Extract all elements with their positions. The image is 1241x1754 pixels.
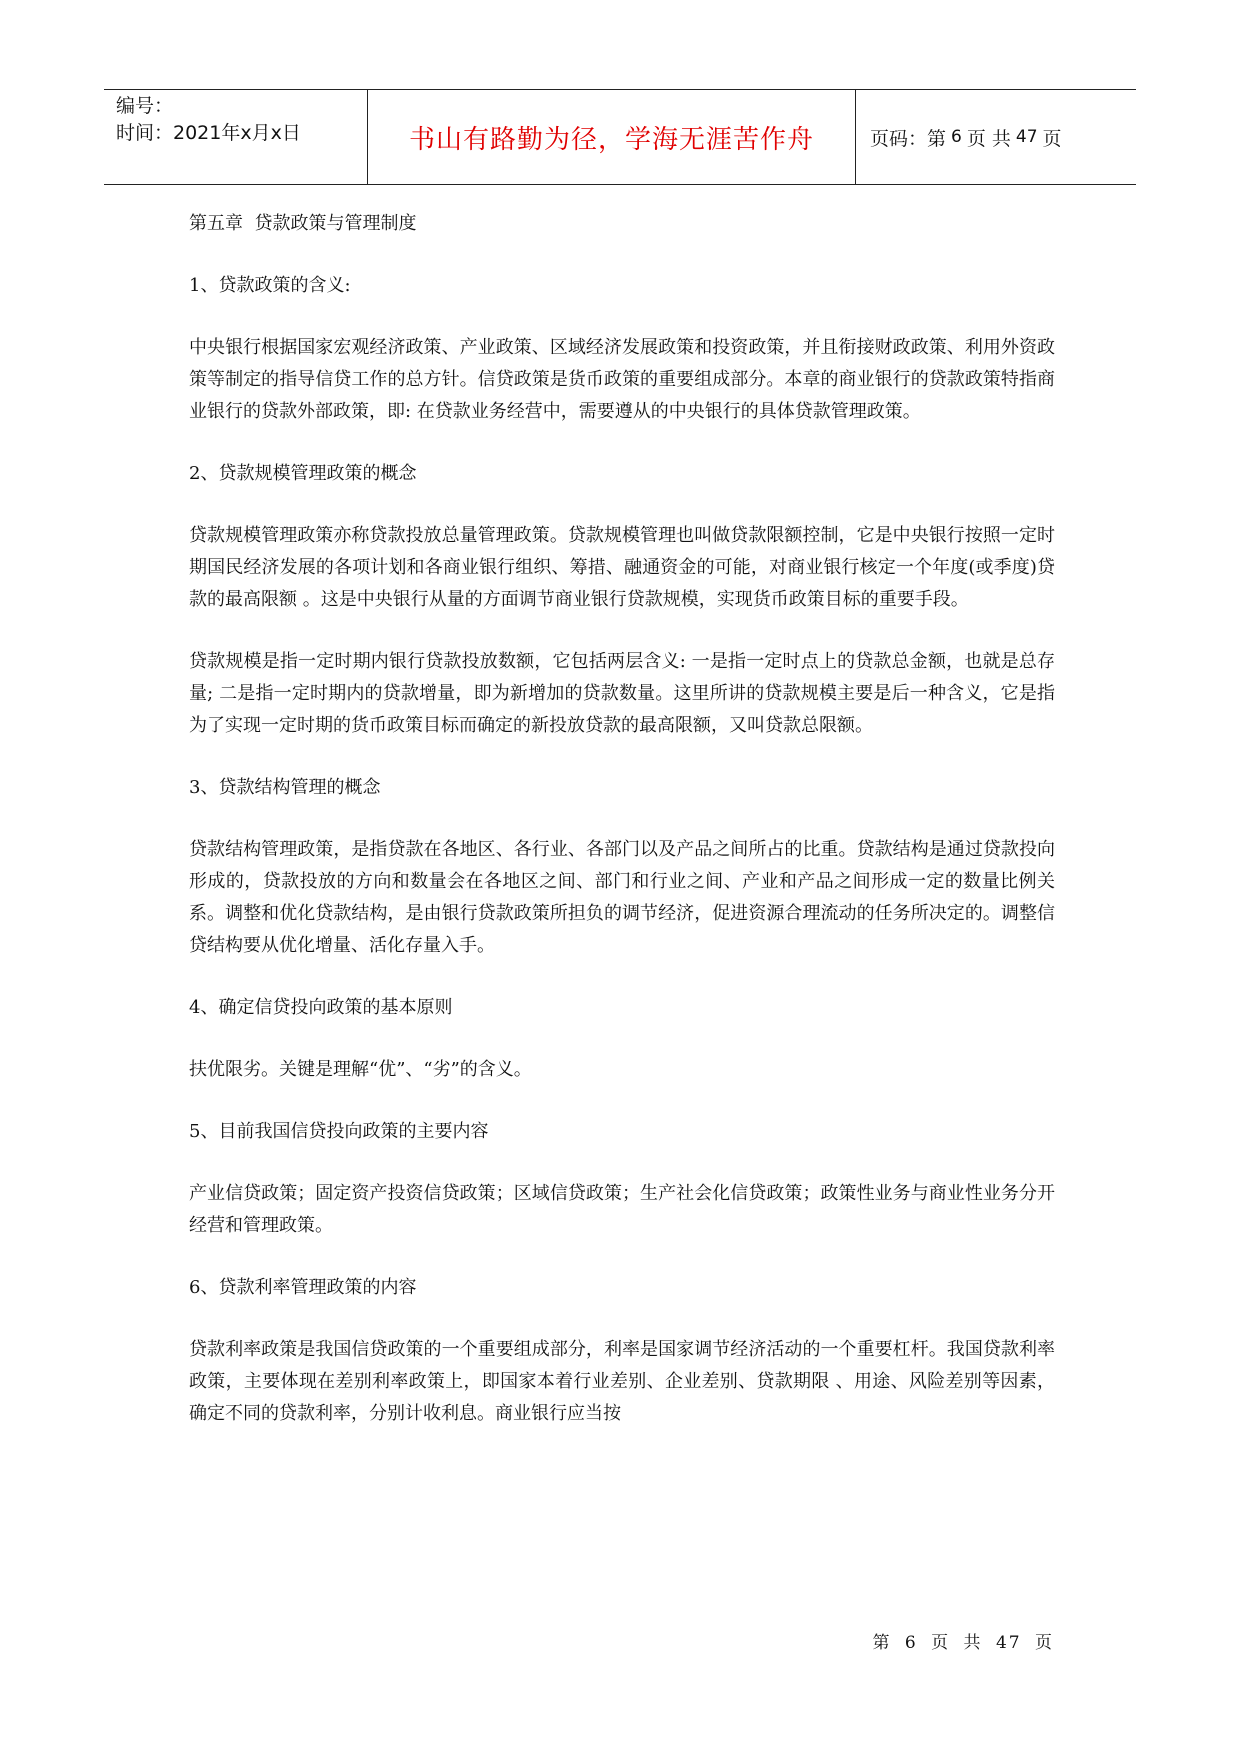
page-middle: 页 共	[966, 127, 1011, 150]
section-6-title: 6、贷款利率管理政策的内容	[189, 1277, 417, 1298]
header-meta	[104, 90, 368, 184]
page-suffix: 页	[1042, 127, 1062, 150]
page-footer: 第 6 页 共 47 页	[872, 1633, 1054, 1653]
section-2-paragraph-1: 贷款规模管理政策亦称贷款投放总量管理政策。贷款规模管理也叫做贷款限额控制，它是中央银行按照一定时期国民经济发展的各项计划和各商业银行组织、筹措、融通资金的可能，对商业银行核定一个年度(或季度)贷款的最高限额 。这是中央银行从量的方面调节商业银行贷款规模，实现货币政策目标的重要手段。	[189, 525, 1055, 610]
page-prefix: 页码：第	[870, 127, 947, 150]
section-5-title: 5、目前我国信贷投向政策的主要内容	[189, 1121, 489, 1142]
header-page-number	[856, 90, 1136, 184]
section-4-title: 4、确定信贷投向政策的基本原则	[189, 997, 453, 1018]
page-current: 6	[951, 127, 962, 147]
document-number-label: 编号：	[116, 95, 174, 117]
section-5-paragraph: 产业信贷政策；固定资产投资信贷政策；区域信贷政策；生产社会化信贷政策；政策性业务与商业性业务分开经营和管理政策。	[189, 1183, 1055, 1236]
section-4-paragraph: 扶优限劣。关键是理解“优”、“劣”的含义。	[189, 1059, 532, 1080]
document-header	[104, 89, 1136, 185]
section-3-title: 3、贷款结构管理的概念	[189, 777, 381, 798]
page-total: 47	[1015, 127, 1038, 147]
section-1-title: 1、贷款政策的含义:	[189, 275, 351, 296]
document-body	[189, 208, 1055, 1460]
document-time: 时间：2021年x月x日	[116, 122, 301, 144]
section-6-paragraph: 贷款利率政策是我国信贷政策的一个重要组成部分，利率是国家调节经济活动的一个重要杠杆。我国贷款利率政策，主要体现在差别利率政策上，即国家本着行业差别、企业差别、贷款期限 、用途、风险差别等因素，确定不同的贷款利率，分别计收利息。商业银行应当按	[189, 1339, 1055, 1424]
chapter-title: 第五章 贷款政策与管理制度	[189, 213, 417, 234]
section-1-paragraph: 中央银行根据国家宏观经济政策、产业政策、区域经济发展政策和投资政策，并且衔接财政政策、利用外资政策等制定的指导信贷工作的总方针。信贷政策是货币政策的重要组成部分。本章的商业银行的贷款政策特指商业银行的贷款外部政策，即: 在贷款业务经营中，需要遵从的中央银行的具体贷款管理政策。	[189, 337, 1055, 422]
header-motto: 书山有路勤为径，学海无涯苦作舟	[368, 90, 856, 184]
section-2-title: 2、贷款规模管理政策的概念	[189, 463, 417, 484]
section-2-paragraph-2: 贷款规模是指一定时期内银行贷款投放数额，它包括两层含义: 一是指一定时点上的贷款总金额，也就是总存量; 二是指一定时期内的贷款增量，即为新增加的贷款数量。这里所讲的贷款规模主要是后一种含义，它是指为了实现一定时期的货币政策目标而确定的新投放贷款的最高限额，又叫贷款总限额。	[189, 651, 1055, 736]
section-3-paragraph: 贷款结构管理政策，是指贷款在各地区、各行业、各部门以及产品之间所占的比重。贷款结构是通过贷款投向形成的，贷款投放的方向和数量会在各地区之间、部门和行业之间、产业和产品之间形成一定的数量比例关系。调整和优化贷款结构，是由银行贷款政策所担负的调节经济，促进资源合理流动的任务所决定的。调整信贷结构要从优化增量、活化存量入手。	[189, 839, 1055, 956]
